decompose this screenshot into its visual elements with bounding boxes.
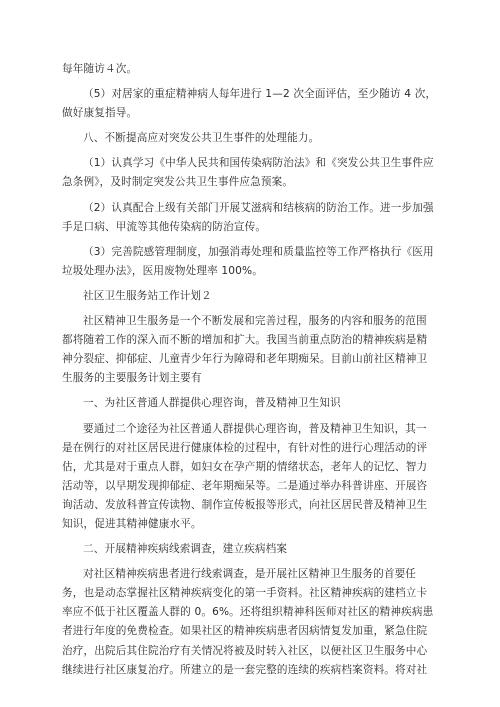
text-line: 都将随着工作的深入而不断的增加和扩大。我国当前重点防治的精神疾病是精 [62, 334, 428, 347]
text-line: 急条例》，及时制定突发公共卫生事件应急预案。 [62, 176, 294, 189]
text-line: （2）认真配合上级有关部门开展艾滋病和结核病的防治工作。进一步加强 [83, 201, 434, 214]
text-line: 估，尤其是对于重点人群，如妇女在孕产期的情绪状态，老年人的记忆、智力 [62, 460, 428, 473]
section-heading: 一、为社区普通人群提供心理咨询，普及精神卫生知识 [83, 397, 341, 410]
text-line: 对社区精神疾病患者进行线索调查，是开展社区精神卫生服务的首要任 [83, 568, 417, 581]
text-line: 是在例行的对社区居民进行健康体检的过程中，有针对性的进行心理活动的评 [62, 441, 428, 454]
text-line: 要通过二个途径为社区普通人群提供心理咨询，普及精神卫生知识，其一 [83, 422, 427, 435]
text-line: 者进行年度的免费检查。如果社区的精神疾病患者因病情复发加重，紧急住院 [62, 625, 428, 638]
text-line: 知识，促进其精神健康水平。 [62, 517, 202, 530]
text-line: （1）认真学习《中华人民共和国传染病防治法》和《突发公共卫生事件应 [83, 157, 434, 170]
text-line: 做好康复指导。 [62, 107, 138, 120]
text-line: 生服务的主要服务计划主要有 [62, 372, 202, 385]
text-line: （3）完善院感管理制度，加强消毒处理和质量监控等工作严格执行《医用 [83, 245, 434, 258]
text-line: 继续进行社区康复治疗。所建立的是一套完整的连续的疾病档案资料。将对社 [62, 663, 428, 676]
section-heading: 二、开展精神疾病线索调查，建立疾病档案 [83, 543, 288, 556]
text-line: 询活动、发放科普宣传读物、制作宣传板报等形式，向社区居民普及精神卫生 [62, 498, 428, 511]
text-line: 社区精神卫生服务是一个不断发展和完善过程，服务的内容和服务的范围 [83, 315, 427, 328]
document-subtitle: 社区卫生服务站工作计划２ [83, 289, 212, 302]
section-heading: 八、不断提高应对突发公共卫生事件的处理能力。 [83, 132, 320, 145]
text-line: 治疗，出院后其住院治疗有关情况将被及时转入社区，以便社区卫生服务中心 [62, 644, 428, 657]
text-line: （5）对居家的重症精神病人每年进行 1—2 次全面评估，至少随访 4 次， [83, 88, 437, 101]
text-line: 手足口病、甲流等其他传染病的防治宣传。 [62, 220, 267, 233]
text-line: 每年随访４次。 [62, 63, 138, 75]
text-line: 务，也是动态掌握社区精神疾病变化的第一手资料。社区精神疾病的建档立卡 [62, 587, 428, 600]
text-line: 神分裂症、抑郁症、儿童青少年行为障碍和老年期痴呆。目前山前社区精神卫 [62, 353, 428, 366]
text-line: 垃圾处理办法》，医用废物处理率 100%。 [62, 264, 264, 277]
text-line: 活动等，以早期发现抑郁症、老年期痴呆等。二是通过举办科普讲座、开展咨 [62, 479, 428, 492]
text-line: 率应不低于社区覆盖人群的 0。6%。还将组织精神科医师对社区的精神疾病患 [62, 606, 434, 619]
